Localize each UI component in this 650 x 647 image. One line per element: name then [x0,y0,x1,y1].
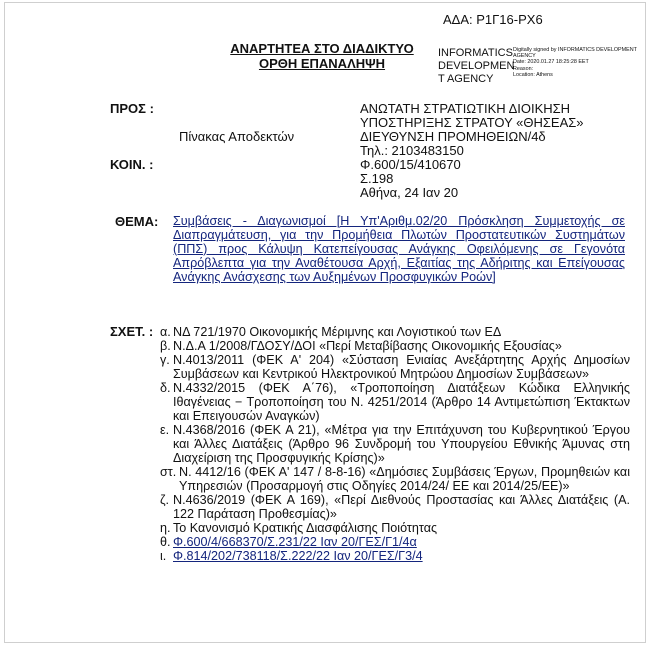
reference-letter: ι. [160,549,167,563]
thema-label: ΘΕΜΑ: [115,214,159,229]
reference-item [160,521,630,535]
reference-item [160,493,630,521]
pros-line-1: ΑΝΩΤΑΤΗ ΣΤΡΑΤΙΩΤΙΚΗ ΔΙΟΙΚΗΣΗ [360,101,571,116]
sxet-label: ΣΧΕΤ. : [110,324,154,339]
signature-date: Date: 2020.01.27 18:25:28 EET [513,59,589,66]
reference-letter: ε. [160,423,170,437]
document-page [4,2,646,643]
references-list [160,325,630,563]
reference-letter: β. [160,339,171,353]
document-date: Αθήνα, 24 Ιαν 20 [360,185,459,200]
phone-number: Τηλ.: 2103483150 [360,143,464,158]
reference-letter: ζ. [160,493,170,507]
reference-letter: θ. [160,535,171,549]
reference-text: Ν. 4412/16 (ΦΕΚ Α' 147 / 8-8-16) «Δημόσιες Συμβάσεις Έργων, Προμηθειών και Υπηρεσιών (Προσαρμογή στις Οδηγίες 2014/24/ ΕΕ και 2014/25/ΕΕ)» [179,465,630,493]
reference-item [160,465,630,493]
headline-line-1: ΑΝΑΡΤΗΤΕΑ ΣΤΟ ΔΙΑΔΙΚΤΥΟ [230,41,414,56]
reference-text: Ν.4368/2016 (ΦΕΚ Α 21), «Μέτρα για την Επιτάχυνση του Κυβερνητικού Έργου και Άλλες Διατάξεις (Άρθρο 96 Συνδρομή του Υπουργείου Εθνικής Άμυνας στη Διαχείριση της Προσφυγικής Κρίσης)» [173,423,630,465]
subject-text: Συμβάσεις - Διαγωνισμοί [Η Υπ'Αριθμ.02/20 Πρόσκληση Συμμετοχής σε Διαπραγμάτευση, για την Προμήθεια Πλωτών Προστατευτικών Συστημάτων (ΠΠΣ) προς Κάλυψη Κατεπείγουσας Ανάγκης Οφειλόμενης σε Γεγονότα Απρόβλεπτα για την Αναθέτουσα Αρχή, Εξαιτίας της Αδήριτης και Επείγουσας Ανάγκης Ανάσχεσης των Αυξημένων Προσφυγικών Ροών] [173,214,625,284]
reference-text: Ν.4013/2011 (ΦΕΚ Α' 204) «Σύσταση Ενιαίας Ανεξάρτητης Αρχής Δημοσίων Συμβάσεων και Κεντρικού Ηλεκτρονικού Μητρώου Δημοσίων Συμβάσεων» [173,353,630,381]
koin-label: ΚΟΙΝ. : [110,157,154,172]
signature-location: Location: Athens [513,71,553,78]
reference-text: Το Κανονισμό Κρατικής Διασφάλισης Ποιότητας [173,521,438,535]
ada-code: ΑΔΑ: Ρ1Γ16-ΡΧ6 [443,12,543,27]
sequence-number: Σ.198 [360,171,394,186]
signature-reason: Reason: [513,65,534,72]
signature-org: INFORMATICS DEVELOPMEN T AGENCY [438,47,515,85]
reference-letter: δ. [160,381,171,395]
document-headline [227,41,417,71]
reference-item [160,535,630,549]
reference-text: Φ.814/202/738118/Σ.222/22 Ιαν 20/ΓΕΣ/Γ3/4 [173,549,423,563]
reference-item [160,339,630,353]
pros-line-3: ΔΙΕΥΘΥΝΣΗ ΠΡΟΜΗΘΕΙΩΝ/4δ [360,129,546,144]
file-number: Φ.600/15/410670 [360,157,461,172]
signature-signed-by: Digitally signed by INFORMATICS DEVELOPMENT AGENCY [513,47,637,60]
pros-line-2: ΥΠΟΣΤΗΡΙΞΗΣ ΣΤΡΑΤΟΥ «ΘΗΣΕΑΣ» [360,115,584,130]
reference-letter: η. [160,521,171,535]
reference-item [160,353,630,381]
reference-letter: στ. [160,465,177,479]
reference-item [160,325,630,339]
reference-letter: γ. [160,353,170,367]
reference-item [160,549,630,563]
headline-line-2: ΟΡΘΗ ΕΠΑΝΑΛΗΨΗ [258,56,386,71]
reference-letter: α. [160,325,171,339]
reference-item [160,423,630,465]
reference-item [160,381,630,423]
digital-signature-block [438,47,643,93]
signature-details [513,47,643,78]
pros-label: ΠΡΟΣ : [110,101,154,116]
reference-text: ΝΔ 721/1970 Οικονομικής Μέριμνης και Λογιστικού των ΕΔ [173,325,502,339]
reference-text: Ν.4332/2015 (ΦΕΚ Α΄76), «Τροποποίηση Διατάξεων Κώδικα Ελληνικής Ιθαγένειας − Τροποποίηση του Ν. 4251/2014 (Άρθρο 14 Αντιμετώπιση Έκτακτων και Επειγουσών Αναγκών) [173,381,630,423]
recipients-table: Πίνακας Αποδεκτών [179,129,295,144]
reference-text: Ν.4636/2019 (ΦΕΚ Α 169), «Περί Διεθνούς Προστασίας και Άλλες Διατάξεις (Α. 122 Παράταση Προθεσμίας)» [173,493,630,521]
reference-text: Ν.Δ.Α 1/2008/ΓΔΟΣΥ/ΔΟΙ «Περί Μεταβίβασης Οικονομικής Εξουσίας» [173,339,562,353]
reference-text: Φ.600/4/668370/Σ.231/22 Ιαν 20/ΓΕΣ/Γ1/4α [173,535,417,549]
